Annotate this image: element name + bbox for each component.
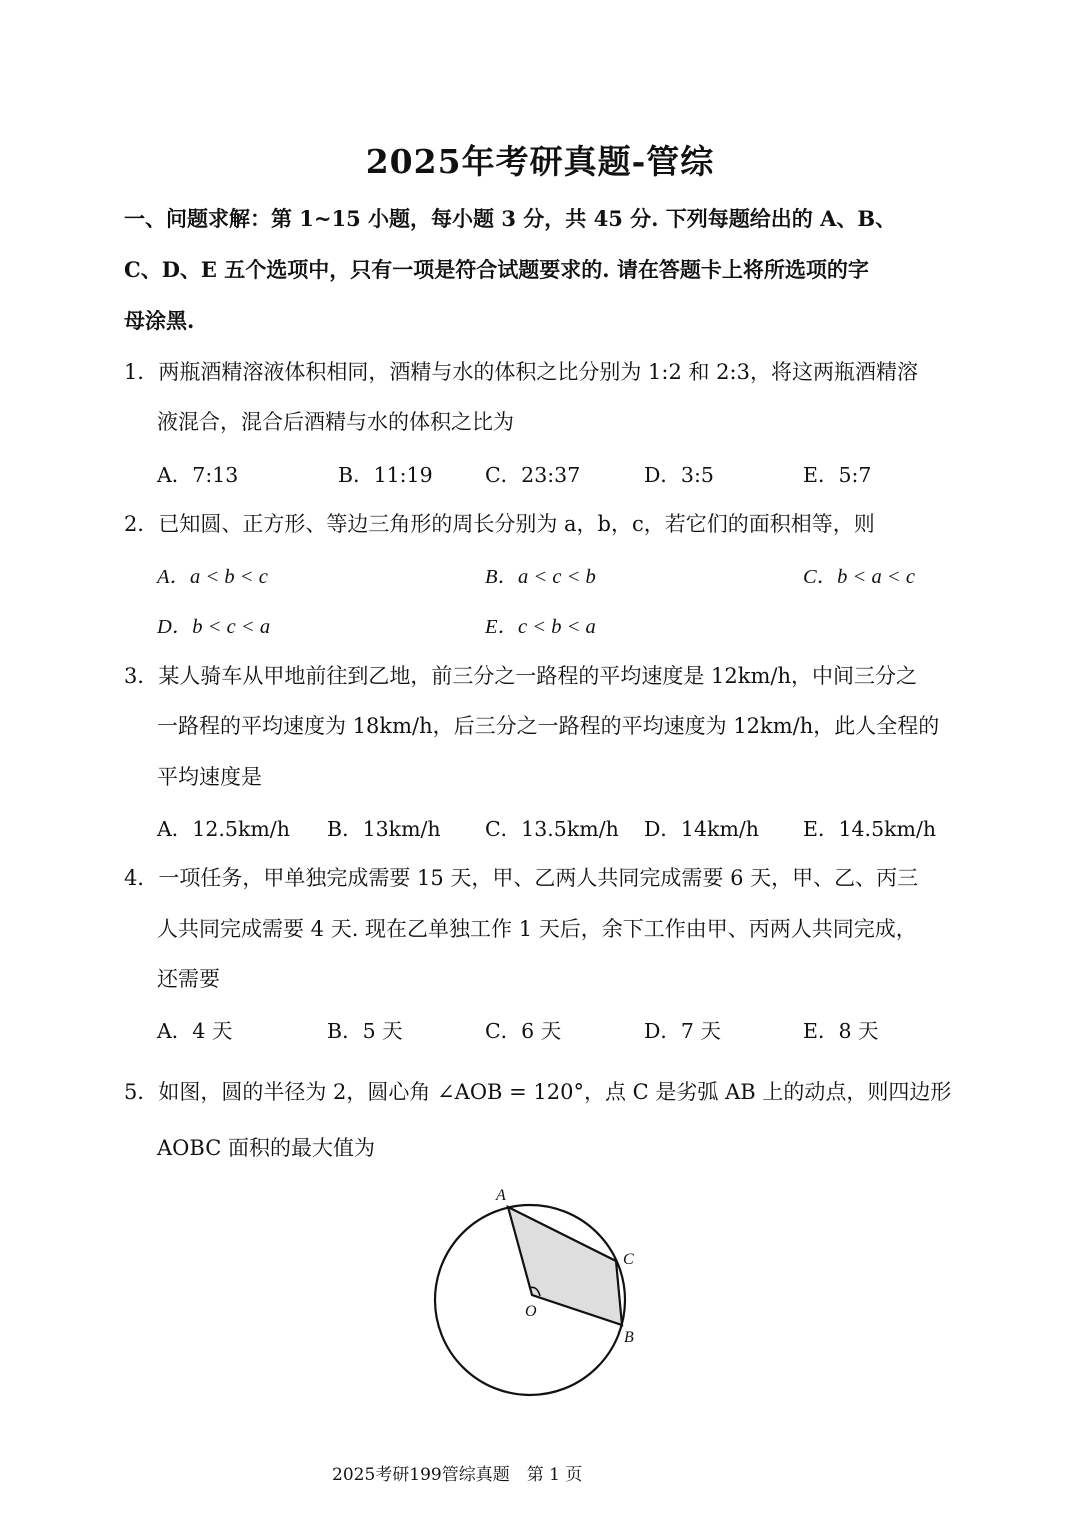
q1-option-e: E．5:7 (803, 463, 872, 487)
q2-option-a-text: A．a < b < c (157, 566, 268, 588)
q2-option-c-text: C．b < a < c (803, 566, 915, 588)
label-b: B (624, 1329, 634, 1346)
q4-option-e: E．8 天 (803, 1019, 879, 1043)
label-o: O (525, 1303, 537, 1320)
question-4-line-1: 4．一项任务，甲单独完成需要 15 天，甲、乙两人共同完成需要 6 天，甲、乙、丙三 (124, 866, 919, 890)
label-c: C (623, 1251, 634, 1268)
section-heading-line-1: 一、问题求解：第 1~15 小题，每小题 3 分，共 45 分. 下列每题给出的 A、B、 (124, 206, 897, 231)
question-3-line-2: 一路程的平均速度为 18km/h，后三分之一路程的平均速度为 12km/h，此人全程的 (157, 714, 940, 738)
page-title: 2025年考研真题-管综 (365, 142, 715, 181)
label-a: A (496, 1187, 506, 1204)
q3-option-c: C．13.5km/h (485, 817, 619, 841)
q2-option-b-text: B．a < c < b (485, 566, 596, 588)
question-1-line-1: 1．两瓶酒精溶液体积相同，酒精与水的体积之比分别为 1:2 和 2:3，将这两瓶酒精溶 (124, 360, 918, 384)
question-3-line-3: 平均速度是 (157, 765, 262, 789)
q4-option-c: C．6 天 (485, 1019, 562, 1043)
q2-option-c (803, 559, 915, 589)
question-2-line-1: 2．已知圆、正方形、等边三角形的周长分别为 a，b，c，若它们的面积相等，则 (124, 512, 875, 536)
q3-option-d: D．14km/h (644, 817, 759, 841)
circle-quadrilateral-figure (420, 1175, 660, 1405)
q4-option-d: D．7 天 (644, 1019, 721, 1043)
page-footer: 2025考研199管综真题 第 1 页 (332, 1465, 583, 1485)
q2-option-b (485, 559, 596, 589)
q1-option-d: D．3:5 (644, 463, 714, 487)
q2-option-a (157, 559, 268, 589)
section-heading-line-2: C、D、E 五个选项中，只有一项是符合试题要求的. 请在答题卡上将所选项的字 (124, 257, 869, 282)
q2-option-e (485, 609, 596, 639)
q3-option-e: E．14.5km/h (803, 817, 937, 841)
q3-option-a: A．12.5km/h (157, 817, 290, 841)
q1-option-a: A．7:13 (157, 463, 239, 487)
q3-option-b: B．13km/h (327, 817, 441, 841)
question-3-line-1: 3．某人骑车从甲地前往到乙地，前三分之一路程的平均速度是 12km/h，中间三分之 (124, 664, 917, 688)
q4-option-a: A．4 天 (157, 1019, 233, 1043)
question-1-line-2: 液混合，混合后酒精与水的体积之比为 (157, 410, 514, 434)
q2-option-d (157, 609, 270, 639)
q4-option-b: B．5 天 (327, 1019, 403, 1043)
question-4-line-2: 人共同完成需要 4 天. 现在乙单独工作 1 天后，余下工作由甲、丙两人共同完成， (157, 917, 917, 941)
question-4-line-3: 还需要 (157, 967, 220, 991)
q2-option-d-text: D．b < c < a (157, 616, 271, 638)
q1-option-c: C．23:37 (485, 463, 581, 487)
question-5-line-1: 5．如图，圆的半径为 2，圆心角 ∠AOB = 120°，点 C 是劣弧 AB 上的动点，则四边形 (124, 1080, 952, 1104)
q1-option-b: B．11:19 (338, 463, 433, 487)
section-heading-line-3: 母涂黑. (124, 308, 195, 333)
question-5-line-2: AOBC 面积的最大值为 (157, 1136, 375, 1160)
q2-option-e-text: E．c < b < a (485, 616, 596, 638)
